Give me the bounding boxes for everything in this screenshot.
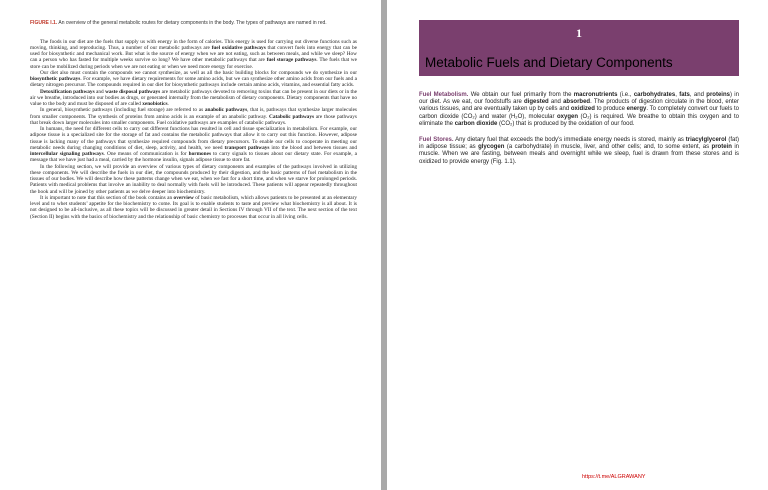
footer-link[interactable]: https://t.me/ALGRAWANY [582,474,646,480]
bold-term: biosynthetic pathways [30,76,81,82]
bold-term: carbohydrates [633,92,676,98]
paragraph [30,89,357,108]
chapter-banner [419,20,739,76]
bold-term: Catabolic pathways [269,113,315,120]
text-run: . The fuels that we store can be mobilized during periods when we are not eating or when we need more energy for exercise. [30,57,357,70]
text-run: In general, biosynthetic pathways (including fuel storage) are referred to as [40,107,205,114]
text-run: are metabolic pathways devoted to removing toxins that can be present in our diets or in the air we breathe, introduced into our bodies as drugs, or generated internally from the metabolism of dietary components. Dietary components that have no value to the body and must be disposed of are called [30,88,357,107]
text-run: of basic metabolism, which allows patients to be presented at an elementary level and to whet students’ appetite for the biochemistry to come. Its goal is to enable students to taste and preview what biochemistry is all about. It is not designed to be all-inclusive, as all these topics will be discussed in greater detail in Sections IV through VII of the text. The next section of the text (Section II) begins with the basics of biochemistry and the relationship of basic chemistry to processes that occur in all living cells. [30,194,357,220]
text-run: , and [689,92,707,98]
paragraph-fuel-metabolism [419,92,739,128]
text-run: and [548,99,564,106]
paragraph [30,70,357,89]
bold-term: proteins [706,92,730,98]
text-run: It is important to note that this section of the book contains an [40,194,174,201]
text-run: . [167,101,169,107]
bold-term: glycogen [478,144,505,151]
left-page [0,0,381,490]
right-body-text [419,92,739,175]
run-in-heading: Fuel Stores. [419,137,454,144]
text-run: . One means of communication is for [103,151,189,157]
text-run: We obtain our fuel primarily from the [468,92,574,98]
paragraph [30,39,357,70]
bold-term: Detoxification pathways [40,88,95,95]
text-run: , [675,92,680,98]
text-run: ) in our diet. As we eat, our foodstuffs are [419,92,739,106]
bold-term: macronutrients [573,92,618,98]
text-run: into the blood and between tissues and [269,144,358,151]
paragraph-fuel-stores [419,137,739,166]
text-run: (CO₂) that is produced by the oxidation of our food. [497,120,635,127]
bold-term: protein [711,144,732,151]
figure-caption-text: An overview of the general metabolic routes for dietary components in the body. The types of pathways are named in red. [58,20,327,26]
text-run: Our diet also must contain the compounds we cannot synthesize, as well as all the basic building blocks for compounds we do synthesize in our [40,69,357,76]
chapter-title: Metabolic Fuels and Dietary Components [425,55,673,70]
text-run: , that is, pathways that synthesize larger molecules from smaller components. The synthesis of proteins from amino acids is an example of an anabolic pathway. [30,107,357,120]
text-run: in muscle. When we are fasting, between meals and overnight while we sleep, fuel is drawn from these stores and is oxidized to provide energy (Fig. 1.1). [419,144,739,165]
text-run: In humans, the need for different cells to carry out different functions has resulted in cell and tissue specialization in metabolism. For example, our adipose tissue is a specialized site for the storage of fat and contains the metabolic pathways that allow it to carry out this function. However, adipose tissue is lacking many of the pathways that synthesize required compounds from dietary precursors. To enable our cells to cooperate in meeting our metabolic needs during changing conditions of diet, sleep, activity, and health, we need [30,126,357,151]
chapter-number: 1 [576,26,582,40]
text-run: are those pathways that break down larger molecules into smaller components. Fuel oxidative pathways are examples of catabolic pathways. [30,113,357,126]
paragraph [30,195,357,220]
bold-term: waste disposal pathways [105,88,161,95]
left-body-text [30,39,357,220]
figure-label: FIGURE I.1. [30,20,58,26]
text-run: (fat) in adipose tissue; as [419,137,739,151]
bold-term: oxidized [570,106,595,113]
text-run: to produce [594,106,627,113]
text-run: that convert fuels into energy that can be used for biosynthetic and mechanical work. But what is the source of energy when we are not eating, such as between meals, and while we sleep? How can a person who has fasted for multiple weeks survive so long? We have other metabolic pathways that are [30,44,357,64]
text-run: . To completely convert our fuels to carbon dioxide (CO₂) and water (H₂O), molecular [419,106,740,120]
paragraph [30,164,357,195]
bold-term: anabolic pathways [204,107,248,114]
bold-term: oxygen [557,113,579,120]
text-run: and [94,88,106,95]
right-page [387,0,768,490]
bold-term: energy [626,106,647,113]
run-in-heading: Fuel Metabolism. [419,92,469,98]
bold-term: absorbed [563,99,591,106]
bold-term: transport pathways [224,144,270,151]
paragraph [30,126,357,164]
bold-term: digested [524,99,549,106]
text-run: In the following section, we will provide an overview of various types of dietary components and examples of the pathways involved in utilizing these components. We will describe the fuels in our diet, the compounds produced by their digestion, and the basic patterns of fuel metabolism in the tissues of our bodies. We will describe how these patterns change when we eat, when we fast for a short time, and when we starve for prolonged periods. Patients with medical problems that involve an inability to deal normally with fuels will be introduced. These patients will appear repeatedly throughout the book and will be joined by other patients as we delve deeper into biochemistry. [30,163,357,195]
bold-term: triacylglycerol [685,137,727,144]
text-run: to carry signals to tissues about our dietary state. For example, a message that we have just had a meal, carried by the hormone insulin, signals adipose tissue to store fat. [30,151,357,164]
figure-caption [30,20,357,27]
text-run: (O₂) is required. We breathe to obtain this oxygen and to eliminate the [419,113,739,127]
bold-term: fuel storage pathways [266,57,317,64]
bold-term: hormones [188,151,212,157]
bold-term: overview [173,194,194,201]
text-run: . For example, we have dietary requirements for some amino acids, but we can synthesize other amino acids from our fuels and a dietary nitrogen precursor. The compounds required in our diet for biosynthetic pathways include certain amino acids, vitamins, and essential fatty acids. [30,76,357,89]
text-run: . The products of digestion circulate in the blood, enter various tissues, and are eventually taken up by cells and [419,99,739,113]
bold-term: carbon dioxide [454,120,498,127]
bold-term: xenobiotics [142,101,168,107]
paragraph [30,107,357,126]
text-run: (i.e., [617,92,634,98]
text-run: Any dietary fuel that exceeds the body’s immediate energy needs is stored, mainly as [453,137,686,144]
bold-term: fuel oxidative pathways [211,44,266,51]
text-run: (a carbohydrate) in muscle, liver, and other cells; and, to some extent, as [504,144,712,151]
text-run: The foods in our diet are the fuels that supply us with energy in the form of calories. This energy is used for carrying out diverse functions such as moving, thinking, and reproducing. Thus, a number of our metabolic pathways are [30,38,357,51]
bold-term: intercellular signaling pathways [30,151,104,157]
bold-term: fats [679,92,690,98]
